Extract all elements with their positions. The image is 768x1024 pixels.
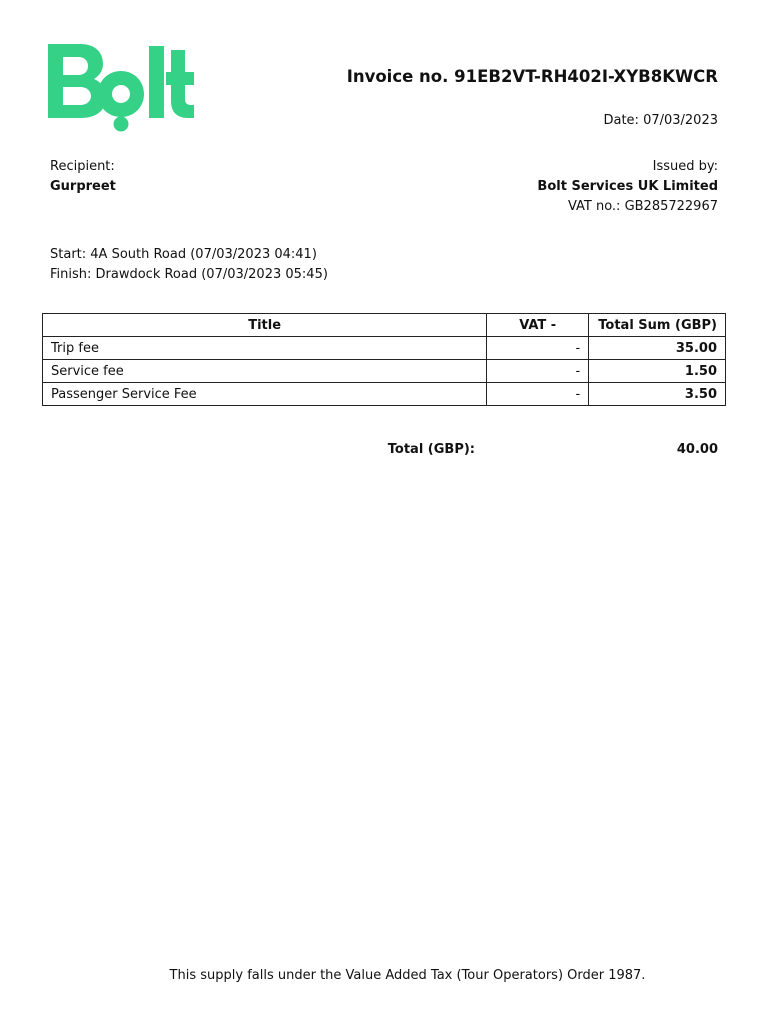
invoice-number: Invoice no. 91EB2VT-RH402I-XYB8KWCR xyxy=(346,67,718,86)
footer-note: This supply falls under the Value Added Tax (Tour Operators) Order 1987. xyxy=(169,968,646,983)
bolt-logo xyxy=(48,44,194,132)
trip-finish: Finish: Drawdock Road (07/03/2023 05:45) xyxy=(50,267,328,282)
item-vat: - xyxy=(487,383,589,406)
issuer-vat-number: VAT no.: GB285722967 xyxy=(567,199,718,214)
trip-start: Start: 4A South Road (07/03/2023 04:41) xyxy=(50,247,317,262)
issuer-block xyxy=(537,157,718,217)
item-vat: - xyxy=(487,337,589,360)
item-sum: 3.50 xyxy=(589,383,726,406)
table-row xyxy=(43,383,726,406)
item-title: Passenger Service Fee xyxy=(43,383,487,406)
invoice-date: Date: 07/03/2023 xyxy=(603,113,718,128)
item-vat: - xyxy=(487,360,589,383)
issuer-name: Bolt Services UK Limited xyxy=(537,179,718,194)
table-header-row xyxy=(43,314,726,337)
recipient-label: Recipient: xyxy=(50,159,115,174)
table-row xyxy=(43,360,726,383)
issuer-label: Issued by: xyxy=(652,159,718,174)
item-title: Trip fee xyxy=(43,337,487,360)
recipient-name: Gurpreet xyxy=(50,179,116,194)
total-value: 40.00 xyxy=(676,442,718,457)
invoice-items-table xyxy=(42,313,726,406)
recipient-block xyxy=(50,157,116,197)
table-row xyxy=(43,337,726,360)
item-title: Service fee xyxy=(43,360,487,383)
item-sum: 35.00 xyxy=(589,337,726,360)
header-total-sum: Total Sum (GBP) xyxy=(589,314,726,337)
header-vat: VAT - xyxy=(487,314,589,337)
header-title: Title xyxy=(43,314,487,337)
total-label: Total (GBP): xyxy=(387,442,475,457)
trip-details xyxy=(50,245,328,285)
item-sum: 1.50 xyxy=(589,360,726,383)
